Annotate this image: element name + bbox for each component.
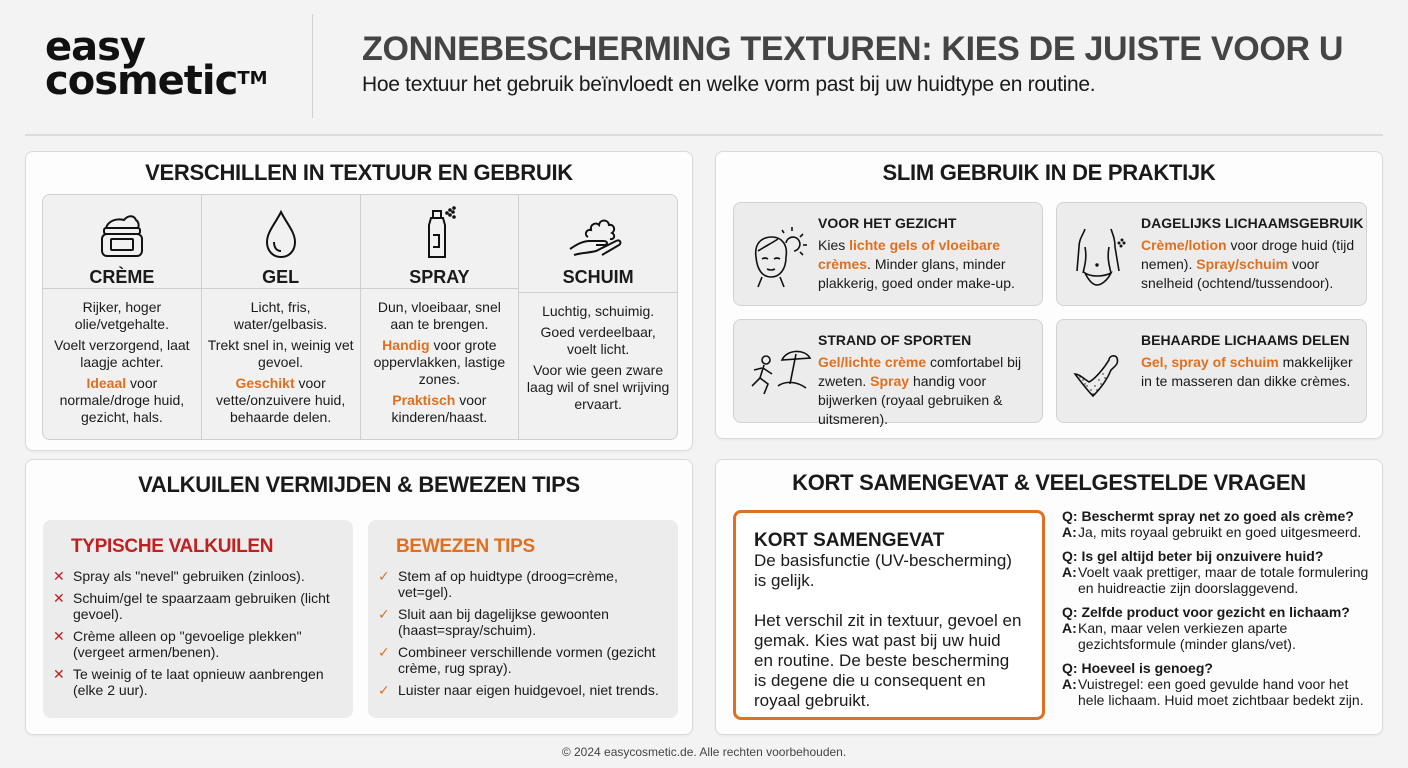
answer-text: Ja, mits royaal gebruikt en goed uitgesmeerd. <box>1078 524 1362 540</box>
card-text-part: comfortabel bij zweten. <box>818 354 1022 389</box>
highlight: lichte gels of vloeibare crèmes <box>818 237 1001 272</box>
texture-table <box>42 194 678 440</box>
question-text: Is gel altijd beter bij onzuivere huid? <box>1081 548 1324 564</box>
pitfall-item <box>53 590 345 622</box>
faq-question <box>1062 548 1372 564</box>
tips-list <box>378 568 670 704</box>
card-text-part: makkelijker in te masseren dan dikke crèmes. <box>1141 354 1353 389</box>
question-text: Beschermt spray net zo goed als crème? <box>1081 508 1354 524</box>
summary-box <box>733 510 1045 720</box>
faq-question <box>1062 604 1372 620</box>
q-label: Q: <box>1062 660 1078 676</box>
card-text-part: voor droge huid (tijd nemen). <box>1141 237 1355 272</box>
check-icon: ✓ <box>378 644 390 660</box>
check-icon: ✓ <box>378 568 390 584</box>
texture-text <box>49 375 195 426</box>
faq-item <box>1062 548 1372 596</box>
pitfall-text: Crème alleen op "gevoelige plekken" (vergeet armen/benen). <box>73 628 302 660</box>
practice-card-face <box>733 202 1043 306</box>
texture-description <box>43 289 201 440</box>
faq-answer <box>1062 676 1372 708</box>
texture-name: SPRAY <box>409 267 470 287</box>
body-spray-icon <box>1071 221 1129 291</box>
texture-column-schuim <box>519 195 677 439</box>
texture-text-rest: voor kinderen/haast. <box>391 392 488 425</box>
card-text-part: handig voor bijwerken (royaal gebruiken & uitsmeren). <box>818 373 1003 427</box>
card-text-part: . Minder glans, minder plakkerig, goed onder make-up. <box>818 256 1015 291</box>
texture-text <box>208 375 354 426</box>
header-divider <box>312 14 313 118</box>
texture-description <box>361 289 519 440</box>
texture-text-rest: voor vette/onzuivere huid, behaarde delen. <box>216 375 346 425</box>
card-text <box>1141 236 1358 293</box>
practice-card-body <box>1056 202 1367 306</box>
spray-bottle-icon <box>417 205 461 263</box>
card-text-part: Kies <box>818 237 850 253</box>
faq-answer <box>1062 620 1372 652</box>
pitfall-item <box>53 666 345 698</box>
highlight: Crème/lotion <box>1141 237 1227 253</box>
runner-umbrella-icon <box>748 338 806 408</box>
pitfalls-box <box>43 520 353 718</box>
a-label: A: <box>1062 564 1077 580</box>
card-title: DAGELIJKS LICHAAMSGEBRUIK <box>1141 215 1364 231</box>
pitfalls-panel-title: VALKUILEN VERMIJDEN & BEWEZEN TIPS <box>138 472 580 497</box>
x-icon: ✕ <box>53 666 65 682</box>
header-divider-line <box>25 134 1383 136</box>
answer-text: Kan, maar velen verkiezen aparte gezichtsformule (minder glans/vet). <box>1078 620 1296 652</box>
check-icon: ✓ <box>378 606 390 622</box>
faq-item <box>1062 508 1372 540</box>
brand-logo <box>45 24 268 104</box>
tips-box <box>368 520 678 718</box>
texture-text-rest: voor normale/droge huid, gezicht, hals. <box>59 375 185 425</box>
texture-description <box>519 293 677 427</box>
question-text: Zelfde product voor gezicht en lichaam? <box>1081 604 1350 620</box>
pitfalls-title: TYPISCHE VALKUILEN <box>71 536 274 557</box>
answer-text: Vuistregel: een goed gevulde hand voor het hele lichaam. Huid moet zichtbaar bedekt zijn. <box>1078 676 1364 708</box>
highlight: Handig <box>382 337 430 353</box>
a-label: A: <box>1062 676 1077 692</box>
texture-name: GEL <box>262 267 300 287</box>
summary-text: Het verschil zit in textuur, gevoel en gemak. Kies wat past bij uw huid en routine. De beste bescherming is degene die u consequent en royaal gebruikt. <box>754 611 1022 710</box>
texture-text: Licht, fris, water/gelbasis. <box>233 299 328 332</box>
texture-column-gel <box>202 195 361 439</box>
tip-text: Stem af op huidtype (droog=crème, vet=gel). <box>398 568 618 600</box>
texture-name: SCHUIM <box>562 267 634 287</box>
texture-text: Dun, vloeibaar, snel aan te brengen. <box>377 299 501 332</box>
tip-item <box>378 682 670 698</box>
card-title: VOOR HET GEZICHT <box>818 215 957 231</box>
highlight: Spray/schuim <box>1196 256 1289 272</box>
practice-card-beach <box>733 319 1043 427</box>
pitfalls-list <box>53 568 345 704</box>
page-subtitle: Hoe textuur het gebruik beïnvloedt en welke vorm past bij uw huidtype en routine. <box>362 73 1096 96</box>
summary-panel <box>715 459 1383 735</box>
question-text: Hoeveel is genoeg? <box>1081 660 1213 676</box>
foam-hand-icon <box>566 205 630 263</box>
texture-text: Goed verdeelbaar, voelt licht. <box>540 324 656 357</box>
tip-item <box>378 568 670 600</box>
check-icon: ✓ <box>378 682 390 698</box>
pitfall-item <box>53 568 345 584</box>
highlight: Praktisch <box>392 392 456 408</box>
pitfall-text: Te weinig of te laat opnieuw aanbrengen (elke 2 uur). <box>73 666 324 698</box>
card-text <box>818 353 1034 429</box>
x-icon: ✕ <box>53 568 65 584</box>
card-text <box>818 236 1034 293</box>
card-title: STRAND OF SPORTEN <box>818 332 972 348</box>
face-sun-icon <box>748 221 806 291</box>
a-label: A: <box>1062 620 1077 636</box>
faq-list <box>1062 508 1372 716</box>
q-label: Q: <box>1062 508 1078 524</box>
texture-description <box>202 289 360 440</box>
texture-text: Trekt snel in, weinig vet gevoel. <box>207 337 354 370</box>
footer-copyright: © 2024 easycosmetic.de. Alle rechten voorbehouden. <box>561 745 847 759</box>
trademark: TM <box>237 68 268 89</box>
texture-name: CRÈME <box>89 267 155 287</box>
texture-text-rest: voor grote oppervlakken, lastige zones. <box>373 337 506 387</box>
faq-answer <box>1062 564 1372 596</box>
tip-text: Combineer verschillende vormen (gezicht crème, rug spray). <box>398 644 656 676</box>
tip-text: Sluit aan bij dagelijkse gewoonten (haast=spray/schuim). <box>398 606 609 638</box>
texture-text: Voelt verzorgend, laat laagje achter. <box>54 337 190 370</box>
cream-jar-icon <box>94 205 150 263</box>
texture-column-spray <box>361 195 520 439</box>
tip-item <box>378 644 670 676</box>
card-title: BEHAARDE LICHAAMS DELEN <box>1141 332 1350 348</box>
x-icon: ✕ <box>53 628 65 644</box>
texture-text <box>367 392 513 426</box>
droplet-icon <box>259 205 303 263</box>
tip-text: Luister naar eigen huidgevoel, niet trends. <box>398 682 659 698</box>
summary-text: De basisfunctie (UV-bescherming) is gelijk. <box>754 551 1012 590</box>
practice-card-hairy <box>1056 319 1367 423</box>
logo-line-2: cosmetic <box>45 58 238 104</box>
highlight: Geschikt <box>235 375 295 391</box>
texture-column-creme <box>43 195 202 439</box>
card-text <box>1141 353 1358 391</box>
texture-text: Rijker, hoger olie/vetgehalte. <box>74 299 169 332</box>
q-label: Q: <box>1062 548 1078 564</box>
practice-panel <box>715 151 1383 439</box>
answer-text: Voelt vaak prettiger, maar de totale formulering en huidreactie zijn doorslaggevend. <box>1078 564 1369 596</box>
texture-panel <box>25 151 693 451</box>
summary-title: KORT SAMENGEVAT <box>754 530 945 551</box>
pitfall-text: Schuim/gel te spaarzaam gebruiken (licht gevoel). <box>73 590 330 622</box>
hairy-arm-icon <box>1071 338 1129 408</box>
highlight: Gel, spray of schuim <box>1141 354 1279 370</box>
tip-item <box>378 606 670 638</box>
card-text-part: voor snelheid (ochtend/tussendoor). <box>1141 256 1334 291</box>
x-icon: ✕ <box>53 590 65 606</box>
logo-line-1: easy <box>45 24 146 70</box>
faq-question <box>1062 660 1372 676</box>
highlight: Spray <box>870 373 910 389</box>
highlight: Ideaal <box>86 375 127 391</box>
texture-text: Luchtig, schuimig. <box>542 303 655 319</box>
pitfalls-panel <box>25 459 693 735</box>
texture-text: Voor wie geen zware laag wil of snel wrijving ervaart. <box>526 362 670 412</box>
practice-panel-title: SLIM GEBRUIK IN DE PRAKTIJK <box>882 160 1216 185</box>
faq-question <box>1062 508 1372 524</box>
faq-answer <box>1062 524 1372 540</box>
pitfall-item <box>53 628 345 660</box>
texture-panel-title: VERSCHILLEN IN TEXTUUR EN GEBRUIK <box>145 160 573 185</box>
page-title: ZONNEBESCHERMING TEXTUREN: KIES DE JUISTE VOOR U <box>362 30 1344 68</box>
q-label: Q: <box>1062 604 1078 620</box>
tips-title: BEWEZEN TIPS <box>396 536 535 557</box>
faq-item <box>1062 604 1372 652</box>
highlight: Gel/lichte crème <box>818 354 927 370</box>
summary-panel-title: KORT SAMENGEVAT & VEELGESTELDE VRAGEN <box>792 470 1306 495</box>
pitfall-text: Spray als "nevel" gebruiken (zinloos). <box>73 568 305 584</box>
faq-item <box>1062 660 1372 708</box>
texture-text <box>367 337 513 388</box>
a-label: A: <box>1062 524 1077 540</box>
